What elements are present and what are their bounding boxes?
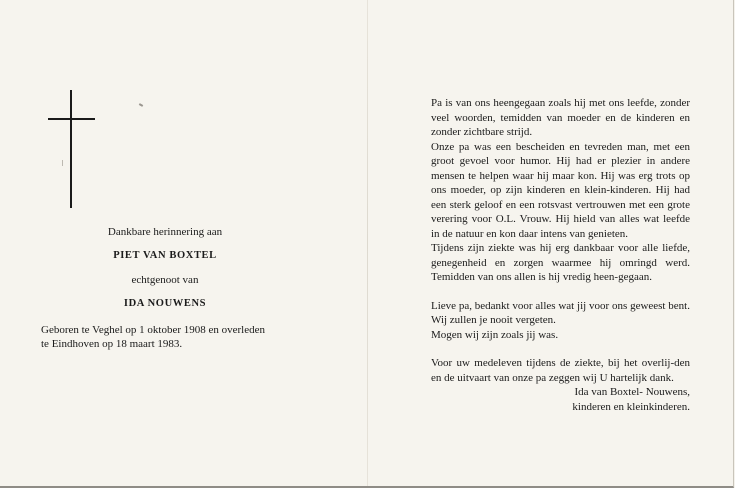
paragraph-4-closing: Mogen wij zijn zoals jij was. — [431, 328, 559, 341]
spouse-name: IDA NOUWENS — [123, 298, 207, 309]
card-fold — [367, 0, 368, 486]
signature-line-2: kinderen en kleinkinderen. — [572, 400, 690, 413]
paragraph-5: Voor uw medeleven tijdens de ziekte, bij het overlij-den en de uitvaart van onze pa zeggen wij U hartelijk dank. — [431, 357, 690, 384]
paragraph-4: Lieve pa, bedankt voor alles wat jij voor ons geweest bent. Wij zullen je nooit vergeten. — [431, 299, 690, 326]
intro-text: Dankbare herinnering aan — [107, 226, 223, 238]
spouse-label: echtgenoot van — [131, 274, 199, 286]
eulogy-text — [431, 96, 690, 414]
birth-death-line-1: Geboren te Veghel op 1 oktober 1908 en overleden — [41, 324, 266, 336]
paper-speck — [139, 103, 143, 107]
paragraph-2: Onze pa was een bescheiden en tevreden man, met een groot gevoel voor humor. Hij had er plezier in andere mensen te helpen waar hij maar kon. Hij was erg trots op ons moeder, op zijn kinderen en klein-kinderen. Hij had een sterk geloof en een rotsvast vertrouwen met een grote verering voor O.L. Vrouw. Hij hield van alles wat leefde in de natuur en kon daar intens van genieten. — [431, 140, 690, 240]
signature-line-1: Ida van Boxtel- Nouwens, — [574, 386, 690, 398]
paper-speck — [62, 160, 63, 166]
birth-death-line-2: te Eindhoven op 18 maart 1983. — [41, 338, 183, 350]
paragraph-1: Pa is van ons heengegaan zoals hij met ons leefde, zonder veel woorden, temidden van moeder en de kinderen en zonder zichtbare strijd. — [431, 97, 690, 138]
paragraph-3: Tijdens zijn ziekte was hij erg dankbaar voor alle liefde, genegenheid en zorgen waarmee hij omringd werd. Temidden van ons allen is hij vredig heen-gegaan. — [431, 242, 690, 283]
deceased-name: PIET VAN BOXTEL — [113, 250, 217, 261]
cross-icon-bar — [48, 118, 95, 120]
cross-icon — [70, 90, 72, 208]
